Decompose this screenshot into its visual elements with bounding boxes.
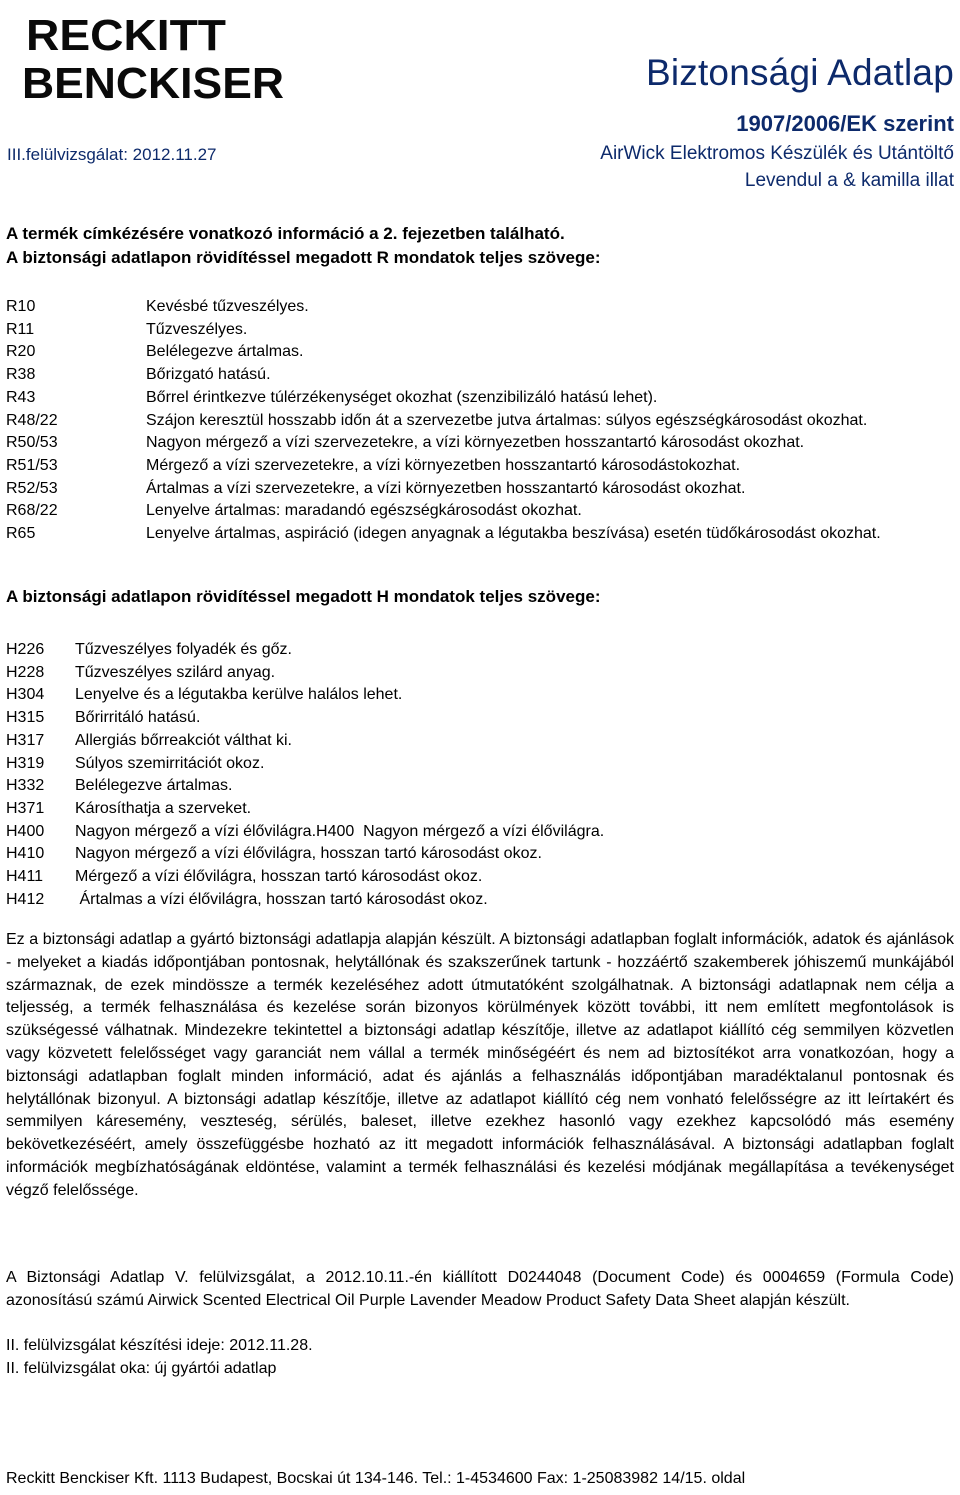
- r-phrase-code: R43: [6, 388, 36, 406]
- r-phrase-text: Nagyon mérgező a vízi szervezetekre, a vízi környezetben hosszantartó károsodást okozhat.: [146, 434, 805, 452]
- h-phrase-code: H411: [6, 868, 44, 886]
- r-phrase-text: Belélegezve ártalmas.: [146, 343, 304, 361]
- r-phrase-code: R68/22: [6, 502, 58, 520]
- r-phrase-item: [6, 455, 954, 478]
- h-phrase-code: H400: [6, 822, 45, 840]
- h-phrase-item: [6, 798, 954, 821]
- h-phrase-code: H371: [6, 799, 45, 817]
- h-phrase-code: H317: [6, 731, 45, 749]
- r-phrase-item: [6, 364, 954, 387]
- page-footer: Reckitt Benckiser Kft. 1113 Budapest, Bocskai út 134-146. Tel.: 1-4534600 Fax: 1-25083982 14/15. oldal: [6, 1470, 746, 1487]
- h-phrase-item: [6, 684, 954, 707]
- h-phrase-code: H228: [6, 663, 45, 681]
- r-phrases-heading: A biztonsági adatlapon rövidítéssel megadott R mondatok teljes szövege:: [6, 248, 601, 267]
- regulation-reference: 1907/2006/EK szerint: [736, 111, 954, 136]
- r-phrase-item: [6, 341, 954, 364]
- r-phrase-item: [6, 387, 954, 410]
- r-phrase-text: Szájon keresztül hosszabb időn át a szervezetbe jutva ártalmas: súlyos egészségkárosodást okozhat.: [146, 411, 868, 429]
- h-phrase-text: Ártalmas a vízi élővilágra, hosszan tartó károsodást okoz.: [75, 890, 488, 908]
- r-phrase-text: Ártalmas a vízi szervezetekre, a vízi környezetben hosszantartó károsodást okozhat.: [146, 479, 746, 497]
- logo-word-2: BENCKISER: [22, 59, 284, 105]
- company-logo: [22, 10, 290, 105]
- h-phrase-item: [6, 639, 954, 662]
- h-phrase-text: Bőrirritáló hatású.: [75, 709, 201, 727]
- revision-date: III.felülvizsgálat: 2012.11.27: [7, 145, 217, 164]
- r-phrase-code: R51/53: [6, 456, 58, 474]
- h-phrase-text: Súlyos szemirritációt okoz.: [75, 754, 265, 772]
- h-phrase-code: H412: [6, 890, 45, 908]
- h-phrase-item: [6, 889, 954, 912]
- company-logo-mark: [22, 10, 290, 105]
- r-phrase-code: R50/53: [6, 434, 58, 452]
- r-phrase-text: Mérgező a vízi szervezetekre, a vízi környezetben hosszantartó károsodástokozhat.: [146, 456, 741, 474]
- h-phrase-text: Nagyon mérgező a vízi élővilágra.H400 Nagyon mérgező a vízi élővilágra.: [75, 822, 605, 840]
- h-phrase-code: H319: [6, 754, 45, 772]
- product-variant: Levendul a & kamilla illat: [744, 170, 954, 191]
- r-phrase-text: Kevésbé tűzveszélyes.: [146, 298, 309, 315]
- disclaimer-paragraph: Ez a biztonsági adatlap a gyártó biztonsági adatlapja alapján készült. A biztonsági adatlapban foglalt információk, adatok és ajánlások - melyeket a kiadás időpontjában pontosnak, helytállónak és szakszerűnek tartunk - hozzáértő szakemberek jóhiszemű munkájából származnak, de ezek mindössze a termék kezeléséhez adott útmutatóként szolgálhatnak. A biztonsági adatlapnak nem célja a teljesség, a termék felhasználása és kezelése során bizonyos körülmények között további, itt nem említett megfontolások is szükségessé válhatnak. Mindezekre tekintettel a biztonsági adatlap készítője, illetve az adatlapot kiállító cég semmilyen közvetlen vagy közvetett felelősséget vagy garanciát nem vállal a termék minőségéért és nem ad biztosítékot arra vonatkozóan, hogy a biztonsági adatlapban foglalt minden információ, adat és ajánlás a felhasználás időpontjában maradéktalanul pontosnak és helytállónak bizonyul. A biztonsági adatlap készítője, illetve az adatlapot kiállító cég nem vonható felelősségre az itt leírtakért és semmilyen káresemény, veszteség, sérülés, baleset, illetve ezekhez hasonló vagy ezekhez kapcsolódó más esemény bekövetkezéséért, amely összefüggésbe hozható az itt megadott információk felhasználásával. A biztonsági adatlapban foglalt információk megbízhatóságának eldöntése, valamint a termék felhasználási és kezelési módjának megállapítása a tevékenységet végző felelőssége.: [6, 931, 954, 1199]
- h-phrase-code: H410: [6, 845, 45, 863]
- r-phrase-item: [6, 500, 954, 523]
- r-phrase-list: [6, 296, 954, 546]
- r-phrase-item: [6, 523, 954, 546]
- h-phrase-item: [6, 775, 954, 798]
- r-phrase-item: [6, 410, 954, 433]
- h-phrase-text: Tűzveszélyes szilárd anyag.: [75, 663, 276, 681]
- r-phrase-code: R11: [6, 320, 35, 338]
- r-phrase-text: Bőrrel érintkezve túlérzékenységet okozhat (szenzibilizáló hatású lehet).: [146, 388, 658, 406]
- document-title: Biztonsági Adatlap: [645, 52, 954, 93]
- review-reason: II. felülvizsgálat oka: új gyártói adatlap: [6, 1360, 277, 1377]
- h-phrase-item: [6, 730, 954, 753]
- r-phrase-code: R38: [6, 366, 36, 384]
- r-phrase-text: Bőrizgató hatású.: [146, 366, 271, 384]
- h-phrase-item: [6, 866, 954, 889]
- h-phrase-code: H226: [6, 641, 45, 658]
- r-phrase-item: [6, 478, 954, 501]
- h-phrase-text: Károsíthatja a szerveket.: [75, 799, 252, 817]
- r-phrase-text: Lenyelve ártalmas, aspiráció (idegen anyagnak a légutakba beszívása) esetén tüdőkárosodást okozhat.: [146, 525, 881, 543]
- r-phrase-text: Lenyelve ártalmas: maradandó egészségkárosodást okozhat.: [146, 502, 582, 520]
- label-info-heading: A termék címkézésére vonatkozó információ a 2. fejezetben található.: [6, 224, 565, 243]
- h-phrase-text: Nagyon mérgező a vízi élővilágra, hosszan tartó károsodást okoz.: [75, 845, 542, 863]
- r-phrase-code: R10: [6, 298, 36, 315]
- revision-note-paragraph: A Biztonsági Adatlap V. felülvizsgálat, a 2012.10.11.-én kiállított D0244048 (Document Code) és 0004659 (Formula Code) azonosítású számú Airwick Scented Electrical Oil Purple Lavender Meadow Product Safety Data Sheet alapján készült.: [6, 1269, 954, 1309]
- h-phrase-item: [6, 821, 954, 844]
- h-phrase-text: Lenyelve és a légutakba kerülve halálos lehet.: [75, 686, 403, 704]
- h-phrase-text: Allergiás bőrreakciót válthat ki.: [75, 731, 292, 749]
- r-phrase-code: R52/53: [6, 479, 58, 497]
- r-phrase-code: R48/22: [6, 411, 58, 429]
- h-phrase-item: [6, 707, 954, 730]
- h-phrase-code: H332: [6, 777, 45, 795]
- r-phrase-code: R20: [6, 343, 36, 361]
- h-phrase-item: [6, 843, 954, 866]
- r-phrase-item: [6, 432, 954, 455]
- h-phrases-heading: A biztonsági adatlapon rövidítéssel megadott H mondatok teljes szövege:: [6, 587, 601, 606]
- r-phrase-item: [6, 319, 954, 342]
- h-phrase-text: Belélegezve ártalmas.: [75, 777, 233, 795]
- h-phrase-item: [6, 753, 954, 776]
- h-phrase-list: [6, 639, 954, 911]
- h-phrase-text: Mérgező a vízi élővilágra, hosszan tartó károsodást okoz.: [75, 868, 483, 886]
- r-phrase-code: R65: [6, 525, 36, 543]
- r-phrase-text: Tűzveszélyes.: [146, 320, 248, 338]
- h-phrase-text: Tűzveszélyes folyadék és gőz.: [75, 641, 292, 658]
- product-name: AirWick Elektromos Készülék és Utántöltő: [600, 143, 954, 164]
- h-phrase-item: [6, 662, 954, 685]
- h-phrase-code: H304: [6, 686, 45, 704]
- review-date: II. felülvizsgálat készítési ideje: 2012.11.28.: [6, 1337, 313, 1354]
- r-phrase-item: [6, 296, 954, 319]
- h-phrase-code: H315: [6, 709, 45, 727]
- logo-word-1: RECKITT: [26, 11, 227, 60]
